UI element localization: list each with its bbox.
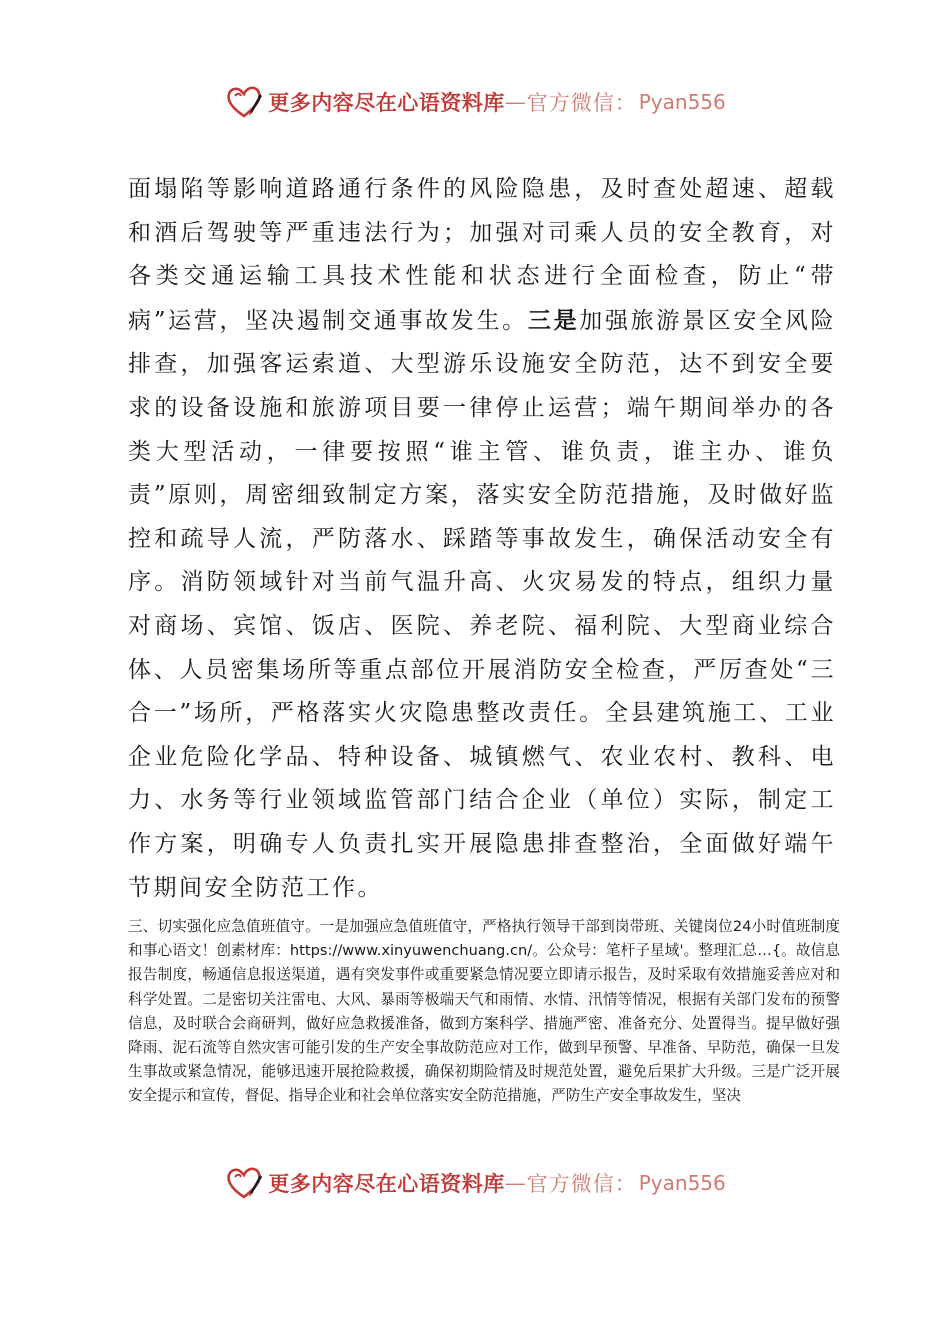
footer-banner-slogan: 更多内容尽在心语资料库	[268, 1171, 505, 1196]
banner-separator: —	[504, 90, 527, 114]
banner-slogan: 更多内容尽在心语资料库	[268, 90, 505, 115]
heart-pen-logo-icon	[224, 1163, 264, 1203]
footer-banner	[0, 1161, 950, 1205]
footer-banner-wechat-id: Pyan556	[638, 1171, 726, 1195]
main-paragraph-bold-lead: 三是	[527, 306, 580, 334]
main-paragraph-part2: 加强旅游景区安全风险排查，加强客运索道、大型游乐设施安全防范，达不到安全要求的设备设施和旅游项目要一律停止运营；端午期间举办的各类大型活动，一律要按照“谁主管、谁负责，谁主办、谁负责”原则，周密细致制定方案，落实安全防范措施，及时做好监控和疏导人流，严防落水、踩踏等事故发生，确保活动安全有序。消防领域针对当前气温升高、火灾易发的特点，组织力量对商场、宾馆、饭店、医院、养老院、福利院、大型商业综合体、人员密集场所等重点部位开展消防安全检查，严厉查处“三合一”场所，严格落实火灾隐患整改责任。全县建筑施工、工业企业危险化学品、特种设备、城镇燃气、农业农村、教科、电力、水务等行业领域监管部门结合企业（单位）实际，制定工作方案，明确专人负责扎实开展隐患排查整治，全面做好端午节期间安全防范工作。	[128, 307, 837, 901]
banner-wechat-id: Pyan556	[638, 90, 726, 114]
small-paragraph: 三、切实强化应急值班值守。一是加强应急值班值守，严格执行领导干部到岗带班、关键岗位24小时值班制度和事心语文！创素材库：https://www.xinyuwenchuang.cn/。公众号：笔杆子星域'。整理汇总…{。故信息报告制度，畅通信息报送渠道，遇有突发事件或重要紧急情况要立即请示报告，及时采取有效措施妥善应对和科学处置。二是密切关注雷电、大风、暴雨等极端天气和雨情、水情、汛情等情况，根据有关部门发布的预警信息，及时联合会商研判，做好应急救援准备，做到方案科学、措施严密、准备充分、处置得当。提早做好强降雨、泥石流等自然灾害可能引发的生产安全事故防范应对工作，做到早预警、早准备、早防范，确保一旦发生事故或紧急情况，能够迅速开展抢险救援，确保初期险情及时规范处置，避免后果扩大升级。三是广泛开展安全提示和宣传，督促、指导企业和社会单位落实安全防范措施，严防生产安全事故发生，坚决	[128, 918, 840, 1105]
footer-banner-separator: —	[504, 1171, 527, 1195]
heart-pen-logo-icon	[224, 82, 264, 122]
footer-banner-handle-label: 官方微信：	[526, 1172, 637, 1196]
header-banner	[0, 80, 950, 124]
main-paragraph-part1: 面塌陷等影响道路通行条件的风险隐患，及时查处超速、超载和酒后驾驶等严重违法行为；加强对司乘人员的安全教育，对各类交通运输工具技术性能和状态进行全面检查，防止“带病”运营，坚决遏制交通事故发生。	[128, 176, 836, 334]
main-paragraph	[128, 168, 836, 910]
banner-handle-label: 官方微信：	[526, 91, 637, 115]
